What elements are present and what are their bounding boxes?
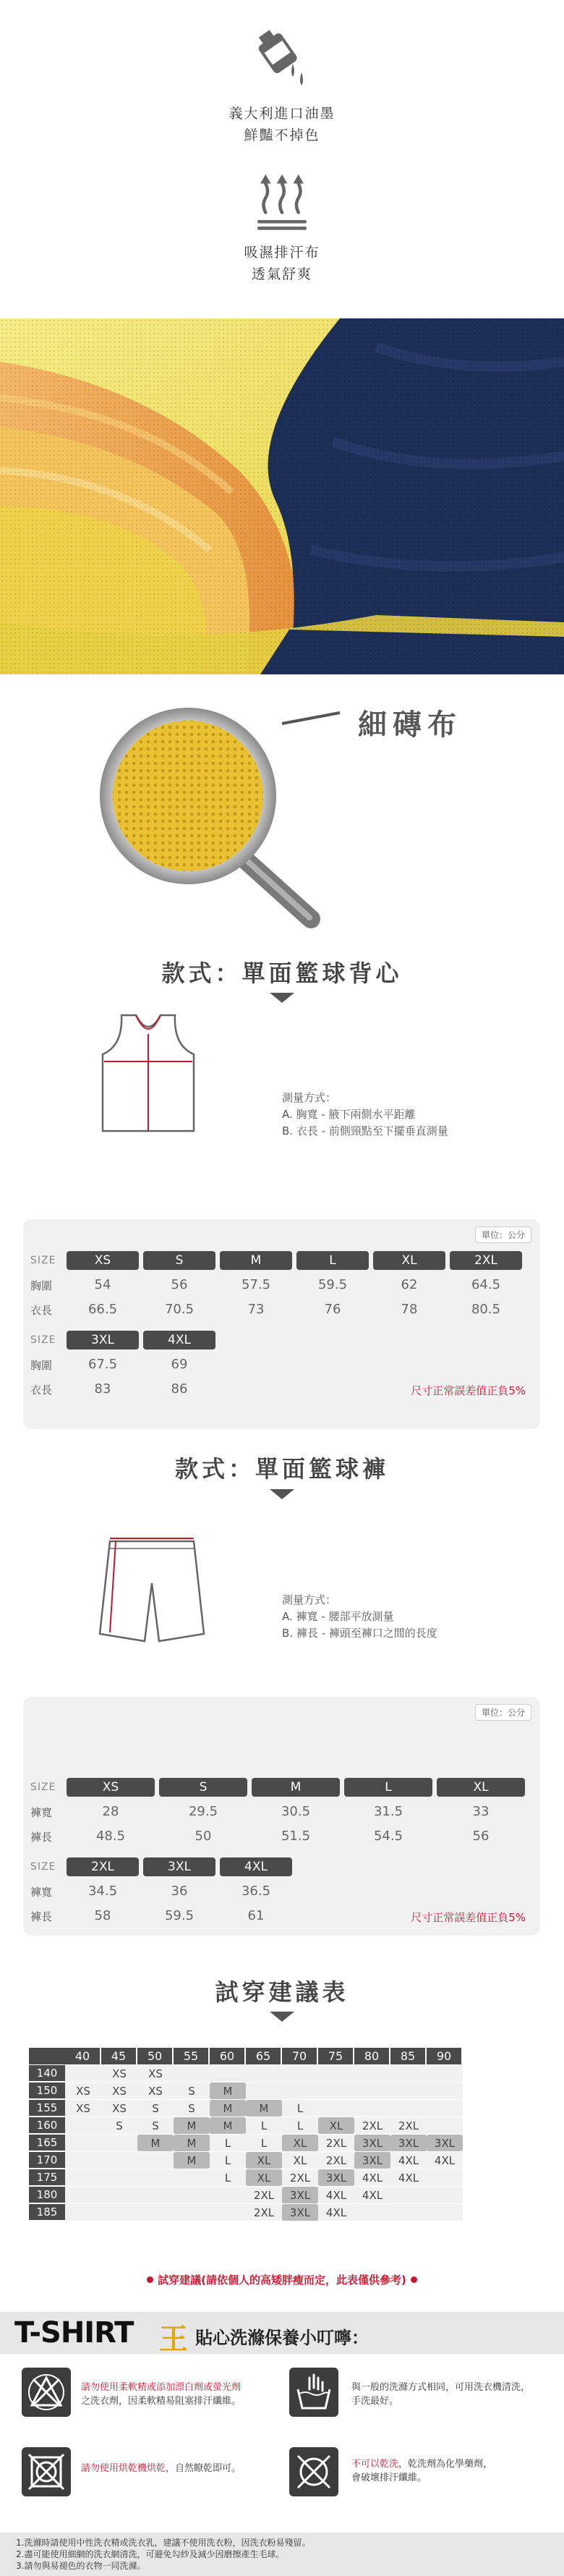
size-suggestion-cell [390, 2100, 427, 2117]
size-suggestion-cell: M [174, 2152, 210, 2169]
care-text-dryclean-1b: 乾洗劑為化學藥劑， [408, 2459, 493, 2470]
size-suggestion-cell: XL [282, 2152, 318, 2169]
row-label: 褲寬 [30, 1805, 53, 1819]
size-suggestion-cell [210, 2065, 246, 2083]
care-text-bleach-2: 之洗衣劑，因柔軟精易阻塞排汗纖維。 [81, 2396, 242, 2407]
size-suggestion-cell [65, 2187, 101, 2204]
size-suggestion-cell: L [246, 2135, 282, 2152]
table-row [29, 2065, 463, 2083]
feature-wicking-line1: 吸濕排汗布 [244, 245, 320, 260]
size-suggestion-cell: XS [65, 2083, 101, 2100]
size-suggestion-cell: XS [101, 2083, 137, 2100]
weight-header: 45 [101, 2048, 137, 2065]
size-suggestion-cell [65, 2135, 101, 2152]
size-suggestion-cell: 4XL [390, 2152, 427, 2169]
size-suggestion-cell: 3XL [282, 2187, 318, 2204]
size-suggestion-cell: M [137, 2135, 174, 2152]
moisture-wicking-icon [242, 166, 322, 239]
weight-header: 40 [65, 2048, 101, 2065]
table-row [29, 2152, 463, 2169]
size-suggestion-cell: 3XL [354, 2135, 390, 2152]
ink-bottle-icon [242, 20, 322, 100]
value-cell: 61 [247, 1908, 265, 1923]
row-label: 褲長 [30, 1910, 53, 1923]
tryon-title-arrow [270, 2012, 294, 2022]
shorts-length-row [30, 1827, 529, 1846]
size-suggestion-cell: M [210, 2083, 246, 2100]
size-suggestion-cell [427, 2083, 463, 2100]
size-suggestion-cell [354, 2100, 390, 2117]
brand-king: 王 [159, 2322, 188, 2356]
size-suggestion-cell [318, 2100, 354, 2117]
vest-measure-title: 測量方式： [282, 1091, 337, 1104]
table-row [29, 2169, 463, 2187]
feature-ink [0, 20, 564, 146]
value-cell: 73 [247, 1302, 265, 1317]
size-suggestion-cell: 4XL [354, 2169, 390, 2187]
row-label: 褲寬 [30, 1885, 53, 1899]
care-text-bleach [81, 2381, 241, 2408]
fabric-name: 細磚布 [358, 708, 462, 742]
height-header: 165 [29, 2135, 65, 2152]
value-cell: 51.5 [281, 1829, 311, 1844]
value-cell: 56 [472, 1829, 490, 1844]
height-header: 185 [29, 2204, 65, 2221]
value-cell: 62 [401, 1277, 418, 1292]
vest-tolerance-note: 尺寸正常誤差值正負5% [411, 1384, 526, 1397]
size-suggestion-cell [101, 2135, 137, 2152]
value-cell: 29.5 [188, 1804, 218, 1819]
size-suggestion-cell: XS [137, 2065, 174, 2083]
value-cell: 59.5 [317, 1277, 348, 1292]
size-suggestion-cell [427, 2100, 463, 2117]
size-suggestion-cell [174, 2065, 210, 2083]
size-suggestion-cell: XS [65, 2100, 101, 2117]
vest-size-header-2 [30, 1331, 220, 1350]
value-cell: 33 [472, 1804, 490, 1819]
size-suggestion-cell: XS [101, 2100, 137, 2117]
shorts-measure [282, 1592, 437, 1642]
size-cell: XL [373, 1251, 445, 1270]
value-cell: 28 [102, 1804, 119, 1819]
table-row [29, 2187, 463, 2204]
size-cell: XS [67, 1251, 139, 1270]
size-suggestion-cell: L [210, 2135, 246, 2152]
size-suggestion-cell: M [210, 2117, 246, 2135]
fabric-photo [0, 318, 564, 674]
weight-header: 90 [427, 2048, 463, 2065]
row-label: 胸圍 [30, 1279, 53, 1292]
size-suggestion-cell: XS [137, 2083, 174, 2100]
table-row [29, 2083, 463, 2100]
size-suggestion-cell [137, 2187, 174, 2204]
value-cell: 50 [195, 1829, 212, 1844]
size-suggestion-cell [354, 2083, 390, 2100]
value-cell: 36 [171, 1884, 188, 1899]
shorts-measure-title: 測量方式： [282, 1593, 337, 1606]
value-cell: 56 [171, 1277, 188, 1292]
size-suggestion-cell [282, 2083, 318, 2100]
size-suggestion-cell: XL [318, 2117, 354, 2135]
size-suggestion-cell: 4XL [318, 2187, 354, 2204]
size-suggestion-cell [65, 2065, 101, 2083]
value-cell: 36.5 [241, 1884, 271, 1899]
size-suggestion-cell: 4XL [390, 2169, 427, 2187]
value-cell: 76 [324, 1302, 341, 1317]
size-suggestion-cell [246, 2083, 282, 2100]
table-row [29, 2204, 463, 2221]
size-suggestion-cell [174, 2204, 210, 2221]
size-label: SIZE [30, 1781, 56, 1793]
weight-header: 55 [174, 2048, 210, 2065]
size-suggestion-cell: S [174, 2083, 210, 2100]
size-suggestion-cell: S [101, 2117, 137, 2135]
size-suggestion-cell [354, 2065, 390, 2083]
care-text-wash [351, 2381, 530, 2408]
size-suggestion-cell: 4XL [318, 2204, 354, 2221]
size-suggestion-cell: 2XL [246, 2204, 282, 2221]
size-suggestion-cell [282, 2065, 318, 2083]
size-suggestion-cell: S [137, 2117, 174, 2135]
value-cell: 57.5 [241, 1277, 271, 1292]
size-suggestion-cell [318, 2065, 354, 2083]
no-bleach-icon [22, 2368, 71, 2417]
fabric-magnifier [0, 673, 564, 933]
size-suggestion-cell: XS [101, 2065, 137, 2083]
value-cell: 86 [171, 1381, 188, 1397]
tryon-title: 試穿建議表 [215, 1978, 349, 2006]
care-text-dryclean-1: 不可以乾洗， [351, 2459, 409, 2470]
size-suggestion-cell: XL [282, 2135, 318, 2152]
size-suggestion-cell: 2XL [246, 2187, 282, 2204]
feature-ink-line2: 鮮豔不掉色 [244, 127, 320, 143]
weight-header: 60 [210, 2048, 246, 2065]
row-label: 衣長 [30, 1303, 53, 1317]
size-cell: L [296, 1251, 369, 1270]
tryon-grid [29, 2048, 463, 2221]
size-suggestion-cell: 4XL [354, 2187, 390, 2204]
size-suggestion-cell: 2XL [354, 2117, 390, 2135]
size-suggestion-cell [318, 2083, 354, 2100]
value-cell: 83 [94, 1381, 111, 1397]
size-suggestion-cell [65, 2152, 101, 2169]
size-suggestion-cell [65, 2204, 101, 2221]
size-cell: L [344, 1778, 432, 1797]
size-suggestion-cell [174, 2169, 210, 2187]
height-header: 180 [29, 2187, 65, 2204]
size-suggestion-cell [137, 2169, 174, 2187]
shorts-unit: 單位：公分 [475, 1704, 531, 1721]
feature-ink-line1: 義大利進口油墨 [228, 106, 336, 122]
size-suggestion-cell [65, 2169, 101, 2187]
care-text-wash-1: 與一般的洗滌方式相同，可用洗衣機清洗， [351, 2382, 531, 2393]
size-cell: 4XL [143, 1331, 215, 1350]
value-cell: 67.5 [87, 1357, 118, 1372]
value-cell: 34.5 [87, 1884, 118, 1899]
size-suggestion-cell: 3XL [318, 2169, 354, 2187]
value-cell: 78 [401, 1302, 418, 1317]
size-suggestion-cell [210, 2187, 246, 2204]
size-suggestion-cell [101, 2152, 137, 2169]
shorts-length-row-2 [30, 1907, 296, 1925]
feature-wicking-line2: 透氣舒爽 [251, 266, 312, 282]
weight-header: 80 [354, 2048, 390, 2065]
value-cell: 64.5 [471, 1277, 501, 1292]
size-suggestion-cell [137, 2204, 174, 2221]
vest-length-row-2 [30, 1380, 220, 1399]
table-row [29, 2117, 463, 2135]
shorts-size-header-1 [30, 1778, 529, 1797]
size-suggestion-cell [427, 2117, 463, 2135]
shorts-title: 款式：單面籃球褲 [174, 1455, 389, 1483]
row-label: 衣長 [30, 1383, 53, 1397]
size-suggestion-cell: 3XL [282, 2204, 318, 2221]
size-cell: 3XL [143, 1857, 215, 1876]
height-header: 155 [29, 2100, 65, 2117]
size-suggestion-cell [354, 2204, 390, 2221]
size-cell: 2XL [67, 1857, 139, 1876]
value-cell: 69 [171, 1357, 188, 1372]
size-cell: XS [67, 1778, 155, 1797]
size-suggestion-cell [174, 2187, 210, 2204]
care-text-dryclean-2: 會破壞排汗纖維。 [351, 2473, 427, 2483]
size-suggestion-cell [101, 2169, 137, 2187]
size-suggestion-cell [101, 2204, 137, 2221]
size-suggestion-cell: 2XL [282, 2169, 318, 2187]
size-suggestion-cell: S [174, 2100, 210, 2117]
weight-header: 85 [390, 2048, 427, 2065]
height-header: 140 [29, 2065, 65, 2083]
vest-measure [282, 1090, 448, 1140]
care-footer-line-1: 1.洗滌時請使用中性洗衣精或洗衣乳，建議不使用洗衣粉，因洗衣粉易殘留。 [16, 2538, 311, 2548]
size-suggestion-cell [390, 2065, 427, 2083]
value-cell: 58 [94, 1908, 111, 1923]
vest-unit: 單位：公分 [475, 1226, 531, 1243]
grid-corner [29, 2048, 65, 2065]
size-suggestion-cell: M [210, 2100, 246, 2117]
size-suggestion-cell: XL [246, 2169, 282, 2187]
note-dot-right [411, 2276, 417, 2283]
care-text-bleach-1: 請勿使用柔軟精或添加漂白劑或螢光劑 [81, 2382, 242, 2393]
shorts-measure-b: B. 褲長 - 褲頭至褲口之間的長度 [282, 1627, 437, 1640]
value-cell: 31.5 [373, 1804, 403, 1819]
size-suggestion-cell [137, 2152, 174, 2169]
table-row [29, 2135, 463, 2152]
size-suggestion-cell: L [246, 2117, 282, 2135]
height-header: 160 [29, 2117, 65, 2135]
size-label: SIZE [30, 1255, 56, 1266]
shorts-measure-a: A. 褲寬 - 腰部平放測量 [282, 1610, 394, 1623]
size-suggestion-cell: S [137, 2100, 174, 2117]
size-suggestion-cell [210, 2204, 246, 2221]
weight-header: 65 [246, 2048, 282, 2065]
size-suggestion-cell [390, 2083, 427, 2100]
care-footer-line-3: 3.請勿與易褪色的衣物一同洗滌。 [16, 2561, 146, 2571]
shorts-size-table [23, 1697, 540, 1936]
tryon-table [29, 2048, 535, 2221]
size-suggestion-cell: L [282, 2100, 318, 2117]
weight-header: 70 [282, 2048, 318, 2065]
value-cell: 54.5 [373, 1829, 403, 1844]
shorts-width-row-2 [30, 1882, 296, 1901]
tryon-note-text: 試穿建議(請依個人的高矮胖瘦而定，此表僅供參考) [158, 2274, 406, 2287]
size-suggestion-cell: 3XL [390, 2135, 427, 2152]
care-header [0, 2312, 564, 2354]
features-section [0, 0, 564, 318]
size-suggestion-cell: L [210, 2152, 246, 2169]
size-cell: M [252, 1778, 340, 1797]
vest-length-row [30, 1300, 526, 1319]
table-row [29, 2100, 463, 2117]
vest-chest-row-2 [30, 1355, 220, 1374]
size-cell: S [159, 1778, 247, 1797]
size-suggestion-cell [427, 2187, 463, 2204]
size-suggestion-cell: L [282, 2117, 318, 2135]
care-text-dry [81, 2462, 241, 2475]
size-suggestion-cell [427, 2065, 463, 2083]
vest-measure-b: B. 衣長 - 前側頸點至下擺垂直測量 [282, 1124, 448, 1137]
weight-header: 50 [137, 2048, 174, 2065]
size-suggestion-cell [246, 2065, 282, 2083]
row-label: 胸圍 [30, 1358, 53, 1372]
size-suggestion-cell [390, 2204, 427, 2221]
size-cell: XL [437, 1778, 525, 1797]
size-suggestion-cell [427, 2204, 463, 2221]
shorts-size-header-2 [30, 1857, 296, 1876]
vest-measure-a: A. 胸寬 - 腋下兩側水平距離 [282, 1108, 416, 1121]
vest-size-table [23, 1219, 540, 1429]
care-subtitle: 貼心洗滌保養小叮嚀： [195, 2328, 369, 2348]
size-cell: S [143, 1251, 215, 1270]
size-suggestion-cell: XL [246, 2152, 282, 2169]
height-header: 175 [29, 2169, 65, 2187]
fabric-photo-image [0, 318, 564, 674]
size-suggestion-cell: 2XL [390, 2117, 427, 2135]
size-suggestion-cell: 4XL [427, 2152, 463, 2169]
size-cell: 3XL [67, 1331, 139, 1350]
shorts-title-arrow [270, 1489, 294, 1499]
care-text-dry-1: 請勿使用烘乾機烘乾， [81, 2463, 176, 2474]
shorts-width-row [30, 1802, 529, 1821]
size-suggestion-cell: M [246, 2100, 282, 2117]
feature-wicking [0, 166, 564, 285]
weight-header: 75 [318, 2048, 354, 2065]
vest-title: 款式：單面籃球背心 [161, 959, 403, 987]
size-suggestion-cell: M [174, 2117, 210, 2135]
shorts-tolerance-note: 尺寸正常誤差值正負5% [411, 1911, 526, 1924]
size-suggestion-cell: 3XL [354, 2152, 390, 2169]
tryon-note [0, 2272, 564, 2287]
value-cell: 54 [94, 1277, 111, 1292]
size-suggestion-cell: 2XL [318, 2152, 354, 2169]
size-suggestion-cell: M [174, 2135, 210, 2152]
size-suggestion-cell [427, 2169, 463, 2187]
size-cell: M [220, 1251, 292, 1270]
magnifier-icon [0, 673, 564, 933]
size-suggestion-cell [101, 2187, 137, 2204]
vest-size-header-1 [30, 1251, 526, 1270]
size-suggestion-cell: 3XL [427, 2135, 463, 2152]
row-label: 褲長 [30, 1830, 53, 1844]
note-dot-left [147, 2276, 153, 2283]
size-suggestion-cell: L [210, 2169, 246, 2187]
hand-wash-icon [289, 2368, 338, 2417]
care-footer-line-2: 2.盡可能使用細網的洗衣網清洗，可避免勾紗及減少因磨擦產生毛球。 [16, 2549, 285, 2559]
care-text-wash-2: 手洗最好。 [351, 2396, 399, 2407]
care-text-dryclean [351, 2457, 492, 2485]
vest-diagram [94, 1009, 202, 1136]
size-cell: 2XL [450, 1251, 522, 1270]
brand-name: T-SHIRT [14, 2316, 134, 2350]
value-cell: 80.5 [471, 1302, 501, 1317]
size-suggestion-cell: 2XL [318, 2135, 354, 2152]
shorts-diagram [94, 1533, 210, 1656]
value-cell: 70.5 [164, 1302, 195, 1317]
value-cell: 66.5 [87, 1302, 118, 1317]
size-cell: 4XL [220, 1857, 292, 1876]
vest-chest-row [30, 1276, 526, 1295]
vest-title-arrow [270, 993, 294, 1003]
no-dry-clean-icon [289, 2447, 338, 2496]
height-header: 170 [29, 2152, 65, 2169]
care-text-dry-2: 自然瞭乾即可。 [175, 2463, 242, 2474]
size-suggestion-cell [390, 2187, 427, 2204]
value-cell: 30.5 [281, 1804, 311, 1819]
care-footer [0, 2533, 564, 2576]
size-label: SIZE [30, 1861, 56, 1873]
size-suggestion-cell [65, 2117, 101, 2135]
size-label: SIZE [30, 1334, 56, 1346]
no-tumble-dry-icon [22, 2447, 71, 2496]
value-cell: 48.5 [95, 1829, 126, 1844]
value-cell: 59.5 [164, 1908, 195, 1923]
height-header: 150 [29, 2083, 65, 2100]
